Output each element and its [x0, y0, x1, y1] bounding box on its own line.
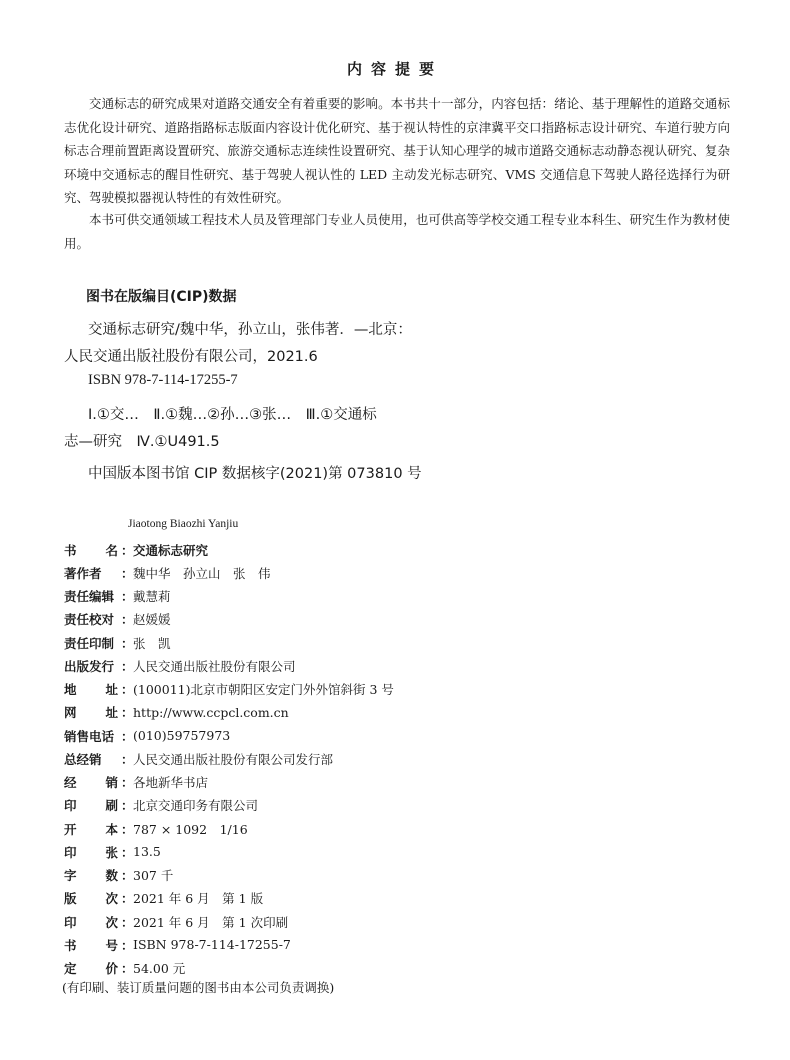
colophon-colon: ：	[121, 542, 134, 558]
colophon-label	[64, 587, 133, 605]
colophon-colon: ：	[121, 844, 134, 860]
colophon-row	[64, 585, 394, 608]
colophon-value: 张 凯	[133, 635, 171, 651]
colophon-colon: ：	[121, 658, 134, 674]
colophon-label-text: 定 价	[64, 961, 118, 977]
colophon-label	[64, 541, 133, 559]
colophon-label-text: 印 刷	[64, 798, 118, 814]
colophon-colon: ：	[121, 682, 134, 698]
colophon-colon: ：	[121, 891, 134, 907]
colophon-label	[64, 913, 133, 931]
colophon-row	[64, 794, 394, 817]
colophon-label	[64, 703, 133, 721]
cip-line-title-author: 交通标志研究/魏中华，孙立山，张伟著．—北京：	[88, 322, 412, 338]
quality-footnote: (有印刷、装订质量问题的图书由本公司负责调换)	[62, 980, 335, 995]
colophon-value: 人民交通出版社股份有限公司	[133, 658, 296, 674]
colophon-value: 北京交通印务有限公司	[133, 798, 259, 814]
colophon-label-text: 印 次	[64, 914, 118, 930]
colophon-colon: ：	[121, 751, 134, 767]
colophon-label-text: 著作者	[64, 565, 102, 581]
colophon-row	[64, 701, 394, 724]
colophon-label-text: 责任印制	[64, 635, 115, 651]
colophon-row	[64, 747, 394, 770]
colophon-row	[64, 678, 394, 701]
colophon-label-text: 总经销	[64, 751, 102, 767]
colophon-value: 各地新华书店	[133, 775, 209, 791]
colophon-colon: ：	[121, 798, 134, 814]
colophon-label	[64, 843, 133, 861]
colophon-row	[64, 608, 394, 631]
colophon-label	[64, 866, 133, 884]
colophon-colon: ：	[121, 868, 134, 884]
summary-paragraph-2: 本书可供交通领域工程技术人员及管理部门专业人员使用，也可供高等学校交通工程专业本科生、研究生作为教材使用。	[64, 212, 730, 251]
colophon-value: 交通标志研究	[133, 542, 209, 558]
colophon-colon: ：	[121, 565, 134, 581]
colophon-label	[64, 564, 133, 582]
colophon-label	[64, 680, 133, 698]
colophon-label	[64, 634, 133, 652]
colophon-label	[64, 820, 133, 838]
colophon-colon: ：	[121, 961, 134, 977]
cip-line-subject-2: 志—研究 Ⅳ.①U491.5	[64, 434, 220, 450]
colophon-row	[64, 817, 394, 840]
colophon-value: 2021 年 6 月 第 1 版	[133, 891, 264, 907]
colophon-colon: ：	[121, 612, 134, 628]
colophon-colon: ：	[121, 914, 134, 930]
colophon-label	[64, 796, 133, 814]
colophon-label	[64, 959, 133, 977]
colophon-label-text: 网 址	[64, 705, 118, 721]
colophon-label	[64, 936, 133, 954]
cip-line-subject-1: Ⅰ.①交… Ⅱ.①魏…②孙…③张… Ⅲ.①交通标	[88, 407, 377, 423]
cip-line-publisher: 人民交通出版社股份有限公司，2021.6	[64, 349, 318, 365]
colophon-value: (010)59757973	[133, 728, 231, 744]
colophon-row	[64, 724, 394, 747]
colophon-list	[64, 538, 394, 980]
colophon-label-text: 责任校对	[64, 612, 115, 628]
colophon-label-text: 出版发行	[64, 658, 115, 674]
colophon-label	[64, 750, 133, 768]
colophon-row	[64, 654, 394, 677]
colophon-label-text: 地 址	[64, 682, 118, 698]
colophon-colon: ：	[121, 705, 134, 721]
colophon-label-text: 字 数	[64, 868, 118, 884]
colophon-label	[64, 889, 133, 907]
pinyin-title: Jiaotong Biaozhi Yanjiu	[128, 518, 239, 530]
colophon-value: 戴慧莉	[133, 589, 171, 605]
colophon-colon: ：	[121, 775, 134, 791]
cip-heading: 图书在版编目(CIP)数据	[86, 289, 237, 305]
cip-line-record-number: 中国版本图书馆 CIP 数据核字(2021)第 073810 号	[88, 466, 422, 482]
colophon-label-text: 经 销	[64, 775, 118, 791]
colophon-row	[64, 840, 394, 863]
colophon-label	[64, 773, 133, 791]
summary-paragraph-1: 交通标志的研究成果对道路交通安全有着重要的影响。本书共十一部分，内容包括：绪论、基于理解性的道路交通标志优化设计研究、道路指路标志版面内容设计优化研究、基于视认特性的京津冀平交口指路标志设计研究、车道行驶方向标志合理前置距离设置研究、旅游交通标志连续性设置研究、基于认知心理学的城市道路交通标志动静态视认研究、复杂环境中交通标志的醒目性研究、基于驾驶人视认性的 LED 主动发光标志研究、VMS 交通信息下驾驶人路径选择行为研究、驾驶模拟器视认特性的有效性研究。	[64, 96, 730, 205]
colophon-label	[64, 727, 133, 745]
colophon-row	[64, 933, 394, 956]
colophon-row	[64, 771, 394, 794]
colophon-value: 2021 年 6 月 第 1 次印刷	[133, 914, 289, 930]
colophon-label-text: 版 次	[64, 891, 118, 907]
colophon-label-text: 开 本	[64, 821, 118, 837]
colophon-colon: ：	[121, 589, 134, 605]
colophon-row	[64, 957, 394, 980]
colophon-label	[64, 610, 133, 628]
colophon-label-text: 书 名	[64, 542, 118, 558]
colophon-label	[64, 657, 133, 675]
colophon-value: 赵媛媛	[133, 612, 171, 628]
colophon-label-text: 责任编辑	[64, 589, 115, 605]
colophon-value: (100011)北京市朝阳区安定门外外馆斜街 3 号	[133, 682, 394, 698]
colophon-row	[64, 561, 394, 584]
colophon-value: 54.00 元	[133, 961, 186, 977]
colophon-colon: ：	[121, 728, 134, 744]
summary-title: 内容提要	[346, 60, 443, 78]
colophon-value: 787 × 1092 1/16	[133, 821, 248, 837]
colophon-colon: ：	[121, 635, 134, 651]
colophon-label-text: 印 张	[64, 844, 118, 860]
colophon-row	[64, 887, 394, 910]
colophon-row	[64, 864, 394, 887]
colophon-label-text: 书 号	[64, 937, 118, 953]
colophon-row	[64, 631, 394, 654]
colophon-row	[64, 910, 394, 933]
colophon-colon: ：	[121, 821, 134, 837]
colophon-label-text: 销售电话	[64, 728, 115, 744]
colophon-value: http://www.ccpcl.com.cn	[133, 704, 289, 720]
colophon-value: 13.5	[133, 844, 161, 860]
colophon-value: 魏中华 孙立山 张 伟	[133, 565, 271, 581]
colophon-value: ISBN 978-7-114-17255-7	[133, 937, 291, 953]
colophon-value: 人民交通出版社股份有限公司发行部	[133, 751, 334, 767]
colophon-colon: ：	[121, 937, 134, 953]
colophon-value: 307 千	[133, 868, 174, 884]
cip-line-isbn: ISBN 978-7-114-17255-7	[88, 372, 238, 388]
colophon-row	[64, 538, 394, 561]
